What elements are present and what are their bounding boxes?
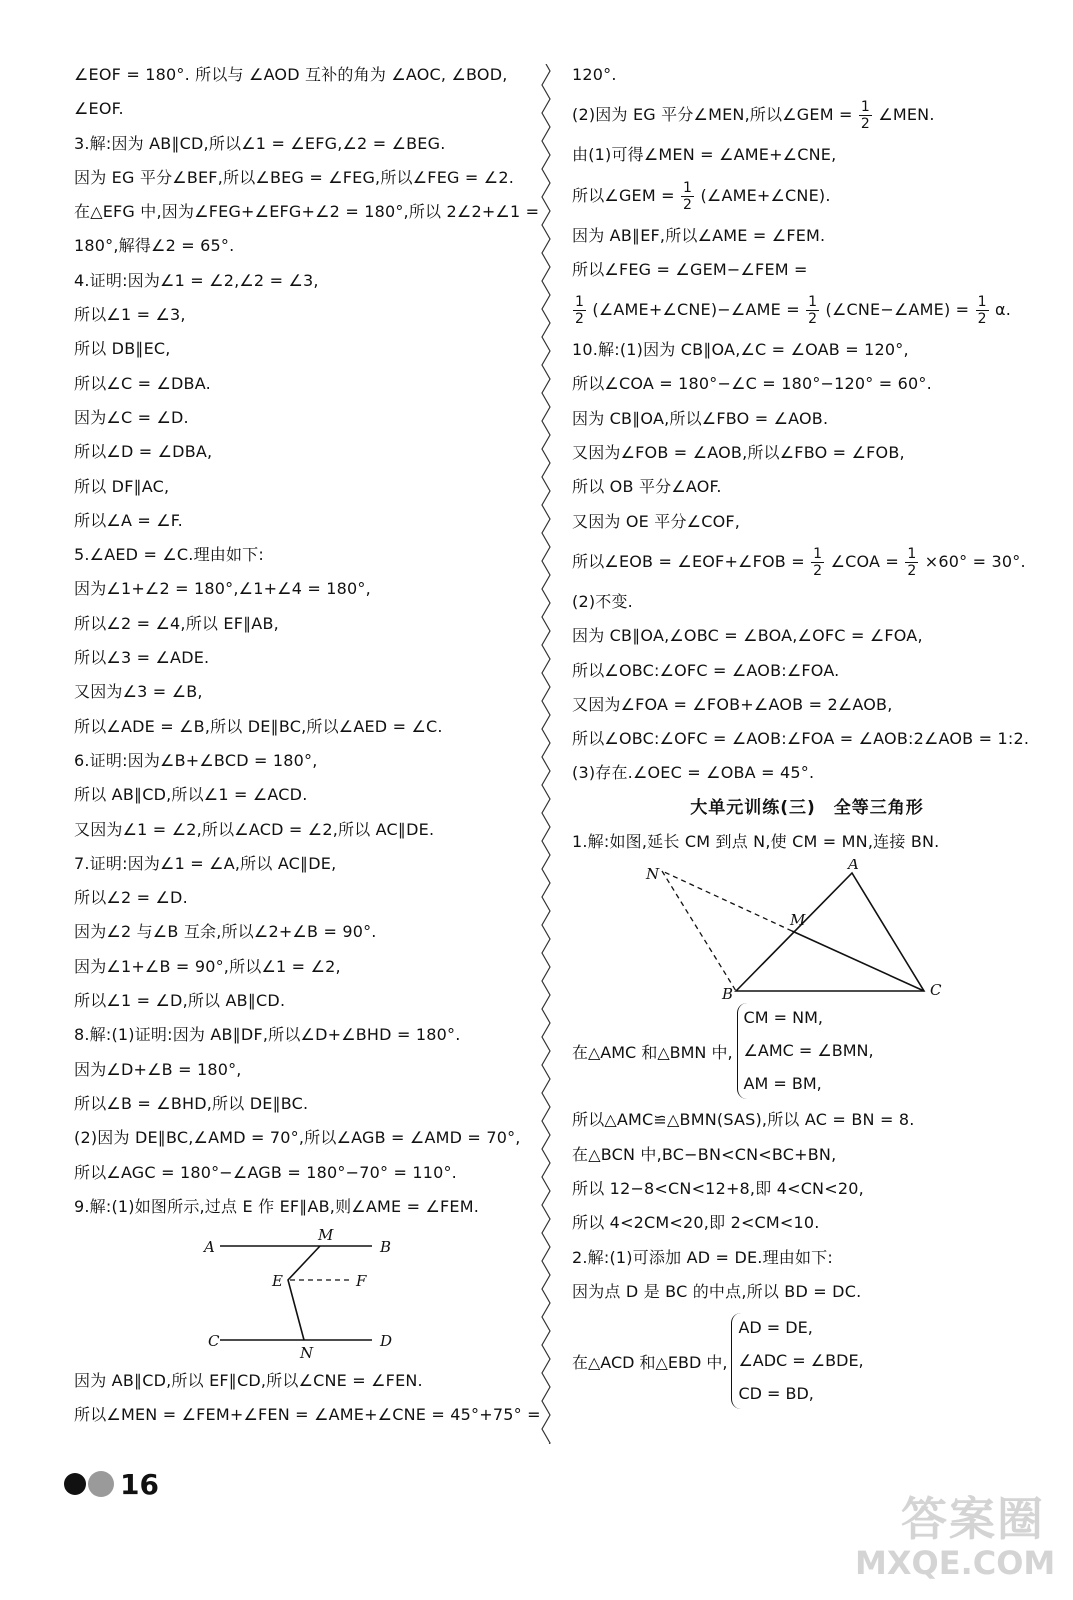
label-b: B	[380, 1238, 392, 1257]
text-line: 又因为∠FOB = ∠AOB,所以∠FBO = ∠FOB,	[572, 443, 905, 463]
label-a: A	[848, 859, 859, 874]
denominator: 2	[860, 116, 871, 133]
system-line: CD = BD,	[738, 1384, 814, 1404]
left-column	[74, 58, 544, 1433]
text-line: 所以∠FEG = ∠GEM−∠FEM =	[572, 259, 808, 279]
text-line: 8.解:(1)证明:因为 AB∥DF,所以∠D+∠BHD = 180°.	[74, 1025, 461, 1045]
denominator: 2	[808, 311, 818, 328]
fraction	[573, 294, 586, 327]
denominator: 2	[813, 562, 823, 579]
text-line: 又因为∠1 = ∠2,所以∠ACD = ∠2,所以 AC∥DE.	[74, 819, 435, 839]
text-segment: ∠MEN.	[878, 105, 935, 125]
text-line: 因为∠D+∠B = 180°,	[74, 1059, 242, 1079]
system-line: CM = NM,	[743, 1008, 823, 1028]
line-men	[288, 1246, 320, 1340]
fraction	[859, 99, 872, 132]
text-line: 所以∠COA = 180°−∠C = 180°−120° = 60°.	[572, 374, 932, 394]
watermark-url: MXQE.COM	[855, 1544, 1056, 1582]
text-line: 所以∠OBC:∠OFC = ∠AOB:∠FOA = ∠AOB:2∠AOB = 1:2.	[572, 729, 1030, 749]
fraction	[905, 546, 918, 579]
section-title: 大单元训练(三) 全等三角形	[690, 797, 924, 818]
text-segment: 所以∠GEM =	[572, 185, 675, 205]
text-line: ∠EOF = 180°. 所以与 ∠AOD 互补的角为 ∠AOC, ∠BOD,	[74, 65, 508, 84]
text-segment: α.	[994, 300, 1012, 320]
text-line: 120°.	[572, 65, 617, 84]
label-m: M	[790, 911, 806, 930]
text-line: 6.证明:因为∠B+∠BCD = 180°,	[74, 750, 318, 770]
system-line: ∠ADC = ∠BDE,	[738, 1351, 864, 1371]
fraction	[976, 294, 989, 327]
text-line: 所以∠2 = ∠4,所以 EF∥AB,	[74, 613, 279, 633]
text-line: 所以∠B = ∠BHD,所以 DE∥BC.	[74, 1093, 309, 1113]
numerator: 1	[977, 294, 987, 311]
line-mn	[662, 871, 792, 931]
text-line: 又因为∠FOA = ∠FOB+∠AOB = 2∠AOB,	[572, 694, 893, 714]
fraction	[681, 180, 694, 213]
label-e: E	[272, 1272, 283, 1291]
system-label: 在△AMC 和△BMN 中,	[572, 1042, 733, 1062]
text-line: 所以∠OBC:∠OFC = ∠AOB:∠FOA.	[572, 660, 840, 680]
text-line: 7.证明:因为∠1 = ∠A,所以 AC∥DE,	[74, 853, 337, 873]
system-brace	[737, 1003, 874, 1099]
text-segment: (∠AME+∠CNE).	[700, 185, 831, 205]
text-line: 因为点 D 是 BC 的中点,所以 BD = DC.	[572, 1281, 862, 1301]
text-line: 所以 12−8<CN<12+8,即 4<CN<20,	[572, 1178, 864, 1198]
text-line: 因为∠1+∠2 = 180°,∠1+∠4 = 180°,	[74, 579, 371, 599]
text-line: 3.解:因为 AB∥CD,所以∠1 = ∠EFG,∠2 = ∠BEG.	[74, 133, 446, 153]
text-line: 所以∠1 = ∠D,所以 AB∥CD.	[74, 991, 286, 1011]
badge-circle-icon	[88, 1471, 114, 1497]
system-brace	[731, 1313, 863, 1409]
text-line: 在△BCN 中,BC−BN<CN<BC+BN,	[572, 1144, 837, 1164]
text-line: 所以∠MEN = ∠FEM+∠FEN = ∠AME+∠CNE = 45°+75° =	[74, 1405, 541, 1425]
text-line: 因为 AB∥EF,所以∠AME = ∠FEM.	[572, 225, 826, 245]
text-line: 又因为 OE 平分∠COF,	[572, 511, 741, 531]
line-bn	[662, 871, 736, 991]
text-line: 因为∠1+∠B = 90°,所以∠1 = ∠2,	[74, 956, 341, 976]
text-line: 所以 OB 平分∠AOF.	[572, 477, 722, 497]
text-line: 因为∠2 与∠B 互余,所以∠2+∠B = 90°.	[74, 922, 377, 942]
text-line: 因为 CB∥OA,∠OBC = ∠BOA,∠OFC = ∠FOA,	[572, 626, 923, 646]
denominator: 2	[683, 196, 693, 213]
numerator: 1	[808, 294, 818, 311]
figure-triangle	[572, 859, 1042, 999]
denominator: 2	[575, 311, 585, 328]
watermark	[855, 1492, 1056, 1590]
text-line: 10.解:(1)因为 CB∥OA,∠C = ∠OAB = 120°,	[572, 340, 909, 360]
text-line	[572, 92, 1042, 138]
right-column	[572, 58, 1042, 1413]
text-line: 所以∠AGC = 180°−∠AGB = 180°−70° = 110°.	[74, 1162, 457, 1182]
page-number: 16	[120, 1467, 159, 1501]
label-m: M	[318, 1226, 334, 1245]
label-n: N	[300, 1344, 314, 1363]
label-a: A	[204, 1238, 215, 1257]
numerator: 1	[907, 545, 917, 562]
column-divider	[540, 64, 552, 1444]
text-line: 在△EFG 中,因为∠FEG+∠EFG+∠2 = 180°,所以 2∠2+∠1 =	[74, 202, 540, 222]
fraction	[806, 294, 819, 327]
label-d: D	[380, 1332, 393, 1351]
text-segment: (2)因为 EG 平分∠MEN,所以∠GEM =	[572, 105, 853, 125]
numerator: 1	[813, 545, 823, 562]
text-line: 所以 4<2CM<20,即 2<CM<10.	[572, 1213, 820, 1233]
triangle-abc	[736, 873, 924, 991]
system-label: 在△ACD 和△EBD 中,	[572, 1352, 728, 1372]
text-line: (2)因为 DE∥BC,∠AMD = 70°,所以∠AGB = ∠AMD = 70°,	[74, 1128, 521, 1148]
text-line: 4.证明:因为∠1 = ∠2,∠2 = ∠3,	[74, 270, 319, 290]
text-line: 所以 DB∥EC,	[74, 339, 171, 359]
label-n: N	[646, 865, 660, 884]
text-line	[572, 173, 1042, 219]
text-line: 1.解:如图,延长 CM 到点 N,使 CM = MN,连接 BN.	[572, 832, 940, 852]
text-line: 因为 EG 平分∠BEF,所以∠BEG = ∠FEG,所以∠FEG = ∠2.	[74, 167, 514, 187]
numerator: 1	[683, 179, 693, 196]
text-line: 所以∠D = ∠DBA,	[74, 442, 213, 462]
text-line: 因为 AB∥CD,所以 EF∥CD,所以∠CNE = ∠FEN.	[74, 1371, 423, 1391]
line-cm	[792, 931, 924, 991]
system-line: AD = DE,	[738, 1318, 813, 1338]
numerator: 1	[575, 294, 585, 311]
text-line: 所以∠C = ∠DBA.	[74, 373, 211, 393]
bullet-dot-icon	[64, 1473, 86, 1495]
text-line: (3)存在.∠OEC = ∠OBA = 45°.	[572, 763, 815, 783]
text-line: 180°,解得∠2 = 65°.	[74, 236, 235, 256]
text-line: 因为 CB∥OA,所以∠FBO = ∠AOB.	[572, 408, 829, 428]
text-line: 所以∠3 = ∠ADE.	[74, 648, 210, 668]
text-line: 所以△AMC≌△BMN(SAS),所以 AC = BN = 8.	[572, 1110, 915, 1130]
text-segment: ∠COA =	[830, 551, 900, 571]
text-line: (2)不变.	[572, 591, 633, 611]
text-line: 由(1)可得∠MEN = ∠AME+∠CNE,	[572, 145, 837, 165]
text-line: 所以∠A = ∠F.	[74, 510, 183, 530]
text-segment: 所以∠EOB = ∠EOF+∠FOB =	[572, 551, 805, 571]
system-line: AM = BM,	[743, 1074, 822, 1094]
equation-system	[572, 1309, 1042, 1413]
label-b: B	[722, 985, 734, 1000]
text-line: 又因为∠3 = ∠B,	[74, 682, 203, 702]
equation-system	[572, 999, 1042, 1103]
text-line	[572, 287, 1042, 333]
figure-parallel-lines	[74, 1224, 544, 1364]
text-line: 因为∠C = ∠D.	[74, 407, 189, 427]
text-line: 所以 AB∥CD,所以∠1 = ∠ACD.	[74, 785, 308, 805]
page-footer	[64, 1462, 159, 1506]
text-line: 所以∠ADE = ∠B,所以 DE∥BC,所以∠AED = ∠C.	[74, 716, 443, 736]
watermark-text: 答案圈	[901, 1492, 1045, 1546]
text-line: 2.解:(1)可添加 AD = DE.理由如下:	[572, 1247, 833, 1267]
text-line: 9.解:(1)如图所示,过点 E 作 EF∥AB,则∠AME = ∠FEM.	[74, 1196, 480, 1216]
text-line: 所以∠2 = ∠D.	[74, 888, 188, 908]
text-line: 所以 DF∥AC,	[74, 476, 170, 496]
text-line: ∠EOF.	[74, 99, 124, 119]
system-line: ∠AMC = ∠BMN,	[743, 1041, 874, 1061]
denominator: 2	[977, 311, 987, 328]
numerator: 1	[860, 99, 871, 116]
text-segment: (∠CNE−∠AME) =	[825, 300, 970, 320]
label-c: C	[208, 1332, 220, 1351]
text-segment: (∠AME+∠CNE)−∠AME =	[592, 300, 800, 320]
label-c: C	[930, 981, 942, 1000]
text-line: 5.∠AED = ∠C.理由如下:	[74, 545, 264, 565]
text-line	[572, 539, 1042, 585]
text-line: 所以∠1 = ∠3,	[74, 305, 186, 325]
zigzag-line	[542, 64, 550, 1444]
denominator: 2	[907, 562, 917, 579]
label-f: F	[356, 1272, 367, 1291]
fraction	[811, 546, 824, 579]
text-segment: ×60° = 30°.	[924, 551, 1026, 571]
